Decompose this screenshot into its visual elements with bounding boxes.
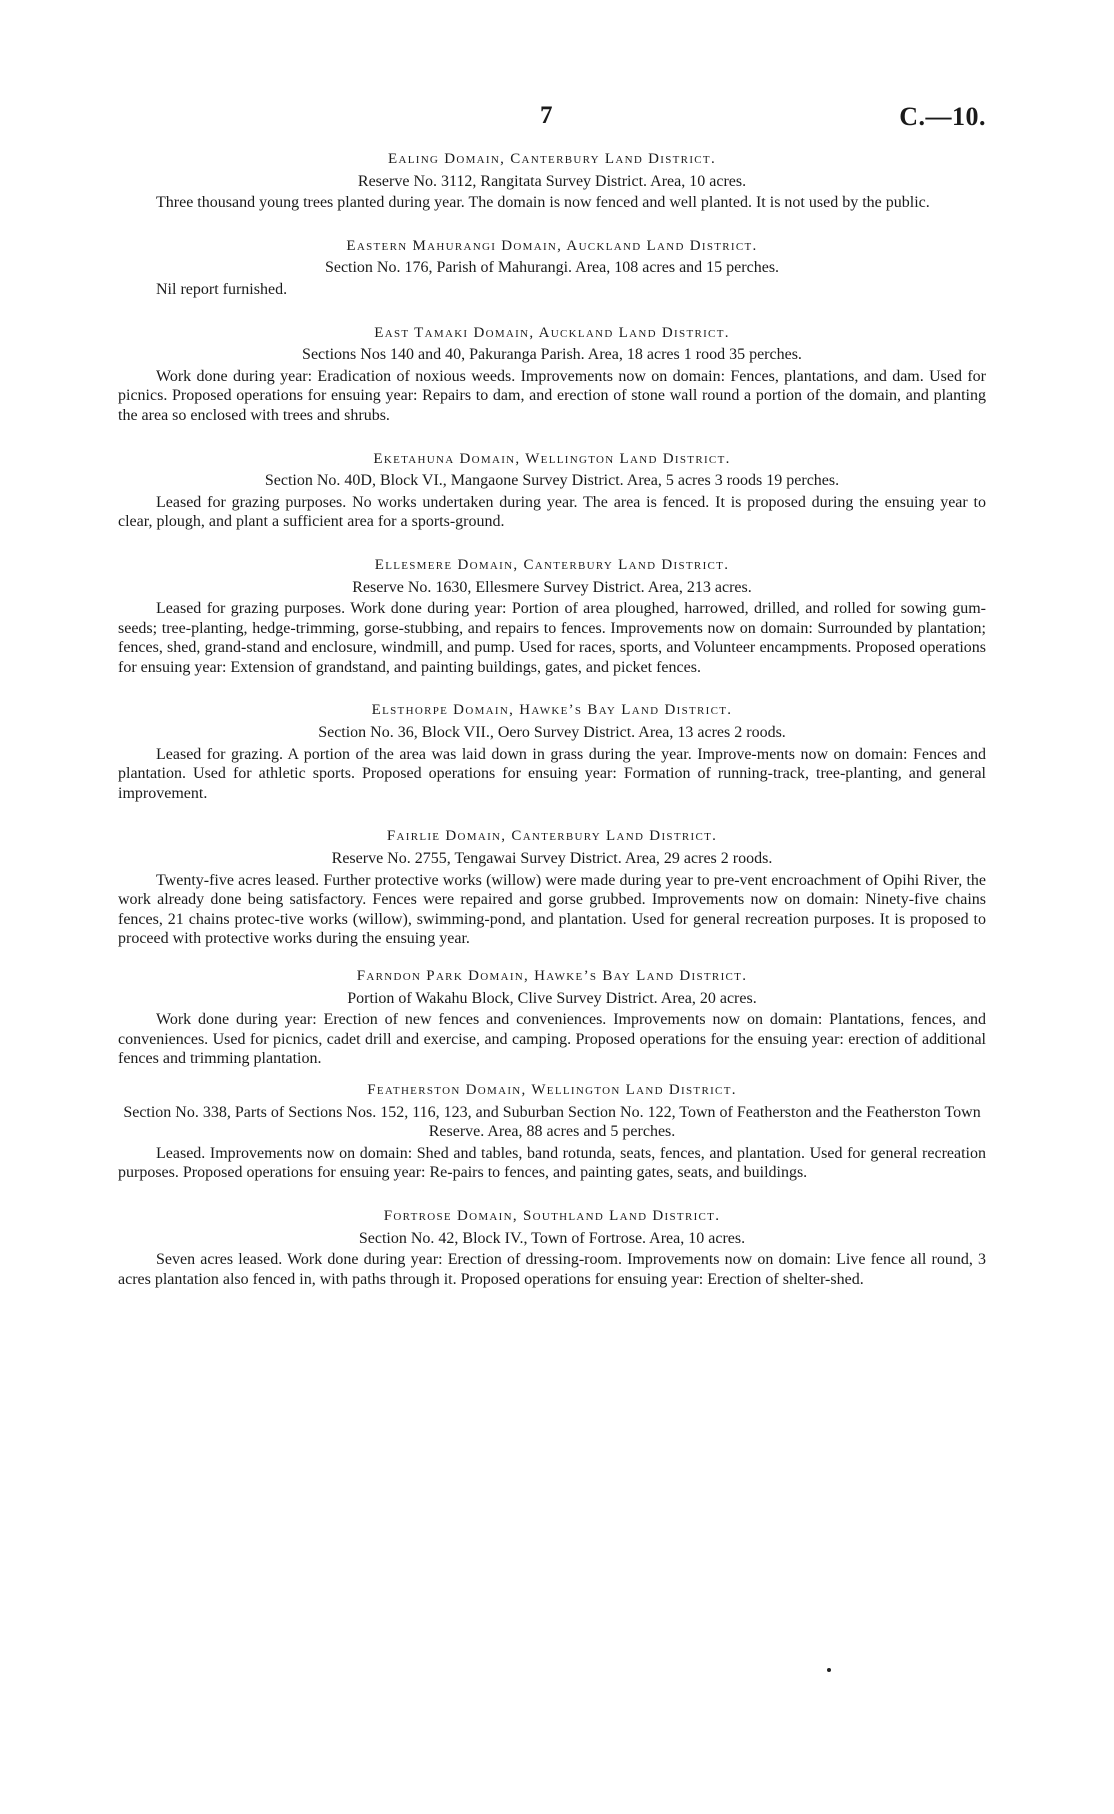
domain-heading: Ealing Domain, Canterbury Land District.	[388, 151, 716, 167]
domain-heading: East Tamaki Domain, Auckland Land District.	[374, 324, 730, 341]
domain-entry	[118, 150, 986, 213]
domain-subline: Section No. 338, Parts of Sections Nos. 152, 116, 123, and Suburban Section No. 122, Town of Featherston and the Featherston Town Reserve. Area, 88 acres and 5 perches.	[123, 1103, 981, 1141]
domain-body: Three thousand young trees planted during year. The domain is now fenced and well planted. It is not used by the public.	[156, 194, 930, 212]
domain-body: Leased for grazing. A portion of the area was laid down in grass during the year. Improve-ments now on domain: Fences and plantation. Used for athletic sports. Proposed operations for ensuing year: Formation of running-track, tree-planting, and general improvement.	[118, 745, 986, 802]
domain-heading: Fortrose Domain, Southland Land District.	[383, 1207, 721, 1224]
domain-subline: Sections Nos 140 and 40, Pakuranga Parish. Area, 18 acres 1 rood 35 perches.	[302, 346, 802, 364]
domain-entry	[118, 701, 986, 803]
domain-body: Nil report furnished.	[156, 280, 288, 298]
domain-body: Work done during year: Erection of new fences and conveniences. Improvements now on domain: Plantations, fences, and conveniences. Used for picnics, cadet drill and exercise, and camping. Proposed operations for the ensuing year: erection of additional fences and trimming plantation.	[118, 1011, 986, 1068]
domain-entry	[118, 324, 986, 426]
domain-entry	[118, 1207, 986, 1289]
domain-subline: Portion of Wakahu Block, Clive Survey District. Area, 20 acres.	[347, 989, 757, 1007]
domain-subline: Section No. 40D, Block VI., Mangaone Survey District. Area, 5 acres 3 roods 19 perches.	[264, 472, 840, 490]
domain-body: Leased for grazing purposes. No works undertaken during year. The area is fenced. It is proposed during the ensuing year to clear, plough, and plant a sufficient area for a sports-ground.	[118, 493, 986, 531]
page-reference: C.—10.	[899, 102, 986, 131]
domain-heading: Ellesmere Domain, Canterbury Land District.	[374, 556, 730, 573]
domain-body: Twenty-five acres leased. Further protective works (willow) were made during year to pre-vent encroachment of Opihi River, the work already done being satisfactory. Fences were repaired and gorse grubbed. Improvements now on domain: Ninety-five chains fences, 21 chains protec-tive works (willow), swimming-pond, and plantation. Used for general recreation purposes. It is proposed to proceed with protective works during the ensuing year.	[118, 871, 986, 948]
page-number: 7	[540, 102, 553, 129]
domain-body: Leased. Improvements now on domain: Shed and tables, band rotunda, seats, fences, and plantation. Used for general recreation purposes. Proposed operations for ensuing year: Re-pairs to fences, and painting gates, seats, and buildings.	[118, 1144, 986, 1182]
domain-heading: Eketahuna Domain, Wellington Land District.	[373, 450, 731, 467]
domain-entry	[118, 1081, 986, 1183]
domain-entry	[118, 827, 986, 949]
page-content	[118, 150, 986, 1289]
domain-heading: Elsthorpe Domain, Hawke’s Bay Land District.	[371, 702, 733, 719]
domain-heading: Eastern Mahurangi Domain, Auckland Land District.	[346, 237, 758, 254]
domain-subline: Reserve No. 2755, Tengawai Survey District. Area, 29 acres 2 roods.	[331, 850, 773, 868]
domain-heading: Featherston Domain, Wellington Land District.	[367, 1081, 737, 1098]
stray-mark	[827, 1668, 831, 1672]
domain-body: Seven acres leased. Work done during year: Erection of dressing-room. Improvements now on domain: Live fence all round, 3 acres plantation also fenced in, with paths through it. Proposed operations for ensuing year: Erection of shelter-shed.	[118, 1251, 986, 1288]
domain-entry	[118, 450, 986, 532]
domain-subline: Section No. 176, Parish of Mahurangi. Area, 108 acres and 15 perches.	[324, 259, 780, 277]
domain-entry	[118, 556, 986, 678]
domain-entry	[118, 237, 986, 300]
domain-body: Work done during year: Eradication of noxious weeds. Improvements now on domain: Fences, plantations, and dam. Used for picnics. Proposed operations for ensuing year: Repairs to dam, and erection of stone wall round a portion of the domain, and planting the area so enclosed with trees and shrubs.	[118, 367, 986, 424]
domain-heading: Fairlie Domain, Canterbury Land District.	[386, 828, 718, 845]
domain-body: Leased for grazing purposes. Work done during year: Portion of area ploughed, harrowed, drilled, and rolled for sowing gum-seeds; tree-planting, hedge-trimming, gorse-stubbing, and repairs to fences. Improvements now on domain: Surrounded by plantation; fences, shed, grand-stand and enclosure, windmill, and pump. Used for races, sports, and Volunteer encampments. Proposed operations for ensuing year: Extension of grandstand, and painting buildings, gates, and picket fences.	[118, 600, 986, 676]
domain-subline: Section No. 36, Block VII., Oero Survey District. Area, 13 acres 2 roods.	[318, 724, 786, 742]
domain-subline: Reserve No. 1630, Ellesmere Survey District. Area, 213 acres.	[352, 578, 752, 596]
domain-subline: Section No. 42, Block IV., Town of Fortrose. Area, 10 acres.	[358, 1229, 746, 1247]
domain-heading: Farndon Park Domain, Hawke’s Bay Land District.	[356, 968, 748, 984]
domain-entry	[118, 967, 986, 1069]
domain-subline: Reserve No. 3112, Rangitata Survey District. Area, 10 acres.	[357, 172, 747, 190]
